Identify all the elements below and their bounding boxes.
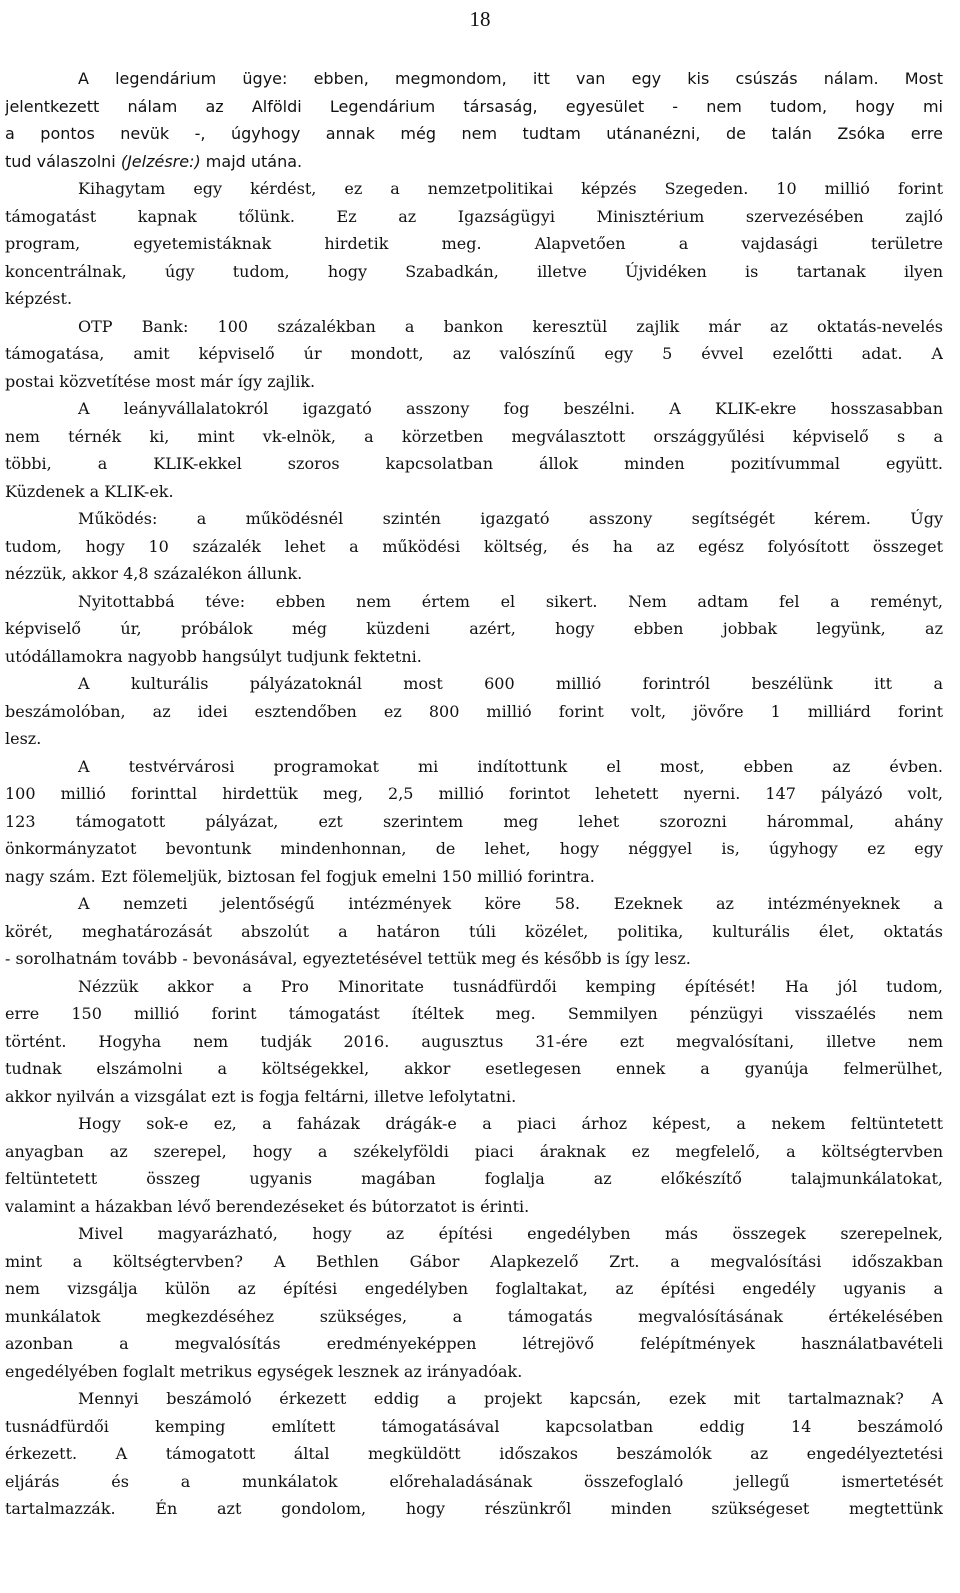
paragraph: [5, 890, 943, 973]
text-line: A nemzeti jelentőségű intézmények köre 58. Ezeknek az intézményeknek a: [78, 894, 943, 913]
text-line: beszámolóban, az idei esztendőben ez 800 millió forint volt, jövőre 1 milliárd forint: [5, 701, 943, 721]
text-line: Nézzük akkor a Pro Minoritate tusnádfürdői kemping építését! Ha jól tudom,: [78, 976, 943, 996]
text-line: a pontos nevük -, úgyhogy annak még nem tudtam utánanézni, de talán Zsóka erre: [5, 124, 943, 143]
text-line: A kulturális pályázatoknál most 600 millió forintról beszélünk itt a: [78, 674, 943, 693]
text-line: munkálatok megkezdéséhez szükséges, a támogatás megvalósításának értékelésében: [5, 1306, 943, 1326]
text-line: tartalmazzák. Én azt gondolom, hogy részünkről minden szükségeset megtettünk: [5, 1499, 943, 1518]
paragraph: [5, 973, 943, 1111]
text-line: Küzdenek a KLIK-ek.: [5, 481, 174, 501]
paragraph: [5, 65, 943, 175]
paragraph: [5, 313, 943, 396]
text-line: Működés: a működésnél szintén igazgató asszony segítségét kérem. Úgy: [78, 509, 943, 528]
text-line: támogatása, amit képviselő úr mondott, az valószínű egy 5 évvel ezelőtti adat. A: [5, 344, 943, 363]
stage-note: (Jelzésre:): [120, 151, 201, 171]
document-body: [5, 65, 943, 1523]
text-line: támogatást kapnak tőlünk. Ez az Igazságügyi Minisztérium szervezésében zajló: [5, 206, 943, 226]
text-line: A testvérvárosi programokat mi indítottunk el most, ebben az évben.: [78, 756, 943, 776]
text-line: Mennyi beszámoló érkezett eddig a projekt kapcsán, ezek mit tartalmaznak? A: [78, 1389, 943, 1408]
text-line: valamint a házakban lévő berendezéseket és bútorzatot is érinti.: [5, 1196, 530, 1216]
text-line: Nyitottabbá téve: ebben nem értem el sikert. Nem adtam fel a reményt,: [78, 591, 943, 611]
text-line: A leányvállalatokról igazgató asszony fog beszélni. A KLIK-ekre hosszasabban: [78, 399, 943, 418]
text-line: koncentrálnak, úgy tudom, hogy Szabadkán, illetve Újvidéken is tartanak ilyen: [5, 261, 943, 281]
text-line: önkormányzatot bevontunk mindenhonnan, de lehet, hogy néggyel is, úgyhogy ez egy: [5, 839, 943, 858]
text-line: képviselő úr, próbálok még küzdeni azért, hogy ebben jobbak legyünk, az: [5, 619, 943, 638]
text-line: nem térnék ki, mint vk-elnök, a körzetben megválasztott országgyűlési képviselő s a: [5, 426, 943, 446]
paragraph: [5, 175, 943, 313]
text-line: 100 millió forinttal hirdettük meg, 2,5 millió forintot lehetett nyerni. 147 pályázó volt,: [5, 784, 943, 803]
text-line: Mivel magyarázható, hogy az építési engedélyben más összegek szerepelnek,: [78, 1224, 943, 1243]
text-line: Kihagytam egy kérdést, ez a nemzetpolitikai képzés Szegeden. 10 millió forint: [78, 179, 943, 198]
text-line: képzést.: [5, 289, 73, 308]
paragraph: [5, 753, 943, 891]
paragraph: [5, 505, 943, 588]
text-line: postai közvetítése most már így zajlik.: [5, 371, 316, 391]
text-line: tud válaszolni (Jelzésre:) majd utána.: [5, 151, 303, 171]
text-line: érkezett. A támogatott által megküldött időszakos beszámolók az engedélyeztetési: [5, 1444, 943, 1463]
paragraph: [5, 1385, 943, 1523]
text-line: erre 150 millió forint támogatást ítéltek meg. Semmilyen pénzügyi visszaélés nem: [5, 1004, 943, 1023]
text-line: - sorolhatnám tovább - bevonásával, egyeztetésével tettük meg és később is így lesz.: [5, 949, 691, 968]
text-line: nézzük, akkor 4,8 százalékon állunk.: [5, 564, 303, 583]
paragraph: [5, 588, 943, 671]
text-line: mint a költségtervben? A Bethlen Gábor Alapkezelő Zrt. a megvalósítási időszakban: [5, 1251, 943, 1271]
text-line: utódállamokra nagyobb hangsúlyt tudjunk fektetni.: [5, 646, 422, 666]
text-line: OTP Bank: 100 százalékban a bankon keresztül zajlik már az oktatás-nevelés: [78, 316, 943, 336]
text-line: körét, meghatározását abszolút a határon túli közélet, politika, kulturális élet, oktatás: [5, 921, 943, 941]
text-line: engedélyében foglalt metrikus egységek lesznek az irányadóak.: [5, 1361, 523, 1381]
paragraph: [5, 395, 943, 505]
text-line: jelentkezett nálam az Alföldi Legendárium társaság, egyesület - nem tudom, hogy mi: [5, 96, 943, 116]
text-line: tudnak elszámolni a költségekkel, akkor esetlegesen ennek a gyanúja felmerülhet,: [5, 1059, 943, 1078]
text-line: 123 támogatott pályázat, ezt szerintem meg lehet szorozni hárommal, ahány: [5, 811, 943, 831]
text-line: A legendárium ügye: ebben, megmondom, itt van egy kis csúszás nálam. Most: [78, 69, 943, 88]
text-line: nem vizsgálja külön az építési engedélyben foglaltakat, az építési engedély ugyanis a: [5, 1279, 943, 1298]
text-line: lesz.: [5, 729, 42, 748]
text-line: feltüntetett összeg ugyanis magában foglalja az előkészítő talajmunkálatokat,: [5, 1169, 943, 1188]
text-line: akkor nyilván a vizsgálat ezt is fogja feltárni, illetve lefolytatni.: [5, 1086, 517, 1106]
page-number: 18: [469, 7, 491, 31]
text-line: történt. Hogyha nem tudják 2016. augusztus 31-ére ezt megvalósítani, illetve nem: [5, 1031, 943, 1051]
text-line: anyagban az szerepel, hogy a székelyföldi piaci áraknak ez megfelelő, a költségtervben: [5, 1141, 943, 1161]
text-line: eljárás és a munkálatok előrehaladásának összefoglaló jellegű ismertetését: [5, 1471, 943, 1491]
text-line: tudom, hogy 10 százalék lehet a működési költség, és ha az egész folyósított összeget: [5, 536, 943, 556]
text-line: tusnádfürdői kemping említett támogatásával kapcsolatban eddig 14 beszámoló: [5, 1416, 943, 1436]
text-line: azonban a megvalósítás eredményeképpen létrejövő felépítmények használatbavételi: [5, 1334, 943, 1353]
text-line: többi, a KLIK-ekkel szoros kapcsolatban állok minden pozitívummal együtt.: [5, 454, 943, 473]
text-line: Hogy sok-e ez, a faházak drágák-e a piaci árhoz képest, a nekem feltüntetett: [78, 1114, 943, 1133]
text-line: nagy szám. Ezt fölemeljük, biztosan fel fogjuk emelni 150 millió forintra.: [5, 866, 595, 886]
paragraph: [5, 1220, 943, 1385]
text-line: program, egyetemistáknak hirdetik meg. Alapvetően a vajdasági területre: [5, 234, 943, 253]
paragraph: [5, 670, 943, 753]
paragraph: [5, 1110, 943, 1220]
